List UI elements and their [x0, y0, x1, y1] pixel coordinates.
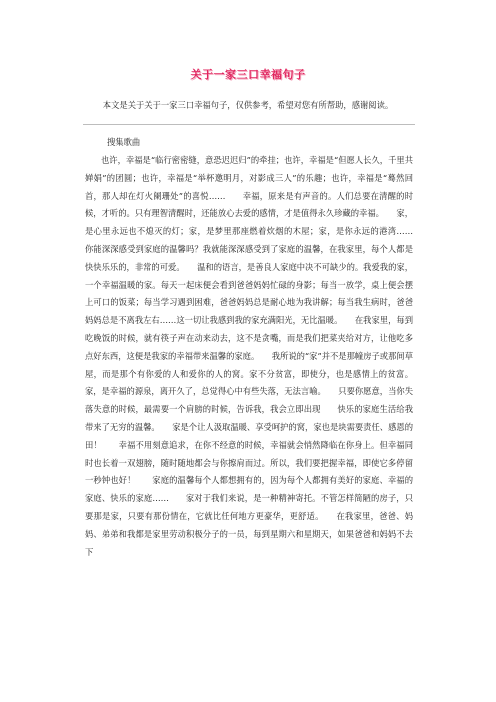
section-heading: 搜集歌曲 [107, 137, 141, 147]
document-title: 关于一家三口幸福句子 [190, 68, 306, 81]
document-intro: 本文是关于关于一家三口幸福句子，仅供参考，希望对您有所帮助，感谢阅读。 [102, 100, 394, 110]
divider [83, 124, 415, 125]
body-paragraph: 也许，幸福是“临行密密缝，意恐迟迟归”的牵挂；也许，幸福是“但愿人长久，千里共婵娟”的团圆；也许，幸福是“举杯邀明月，对影成三人”的乐趣；也许，幸福是“蓦然回首，那人却在灯火阑珊处”的喜悦…… 幸福，原来是有声音的。人们总要在清醒的时候，才听的。只有理智清醒时，还能放心去爱的感情，才是值得永久珍藏的幸福。 家，是心里永远也不熄灭的灯；家，是梦里那座燃着炊烟的木屋；家，是你永远的港湾…… 你能深深感受到家庭的温馨吗？我就能深深感受到了家庭的温馨，在我家里，每个人都是快快乐乐的，非常的可爱。 温和的语言，是善良人家庭中决不可缺少的。我爱我的家，一个幸福温暖的家。每天一起床便会看到爸爸妈妈忙碌的身影；每当一放学，桌上便会摆上可口的饭菜；每当学习遇到困难，爸爸妈妈总是耐心地为我讲解；每当我生病时，爸爸妈妈总是不离我左右……这一切让我感到我的家充满阳光，无比温暖。 在我家里，每到吃晚饭的时候，就有筷子声在动来动去，这不是贪嘴，而是我们把菜夹给对方，让他吃多点好东西，这便是我家的幸福带来温馨的家庭。 我所说的“家”并不是那幢房子或那间草屋，而是那个有你爱的人和爱你的人的窝。家不分贫富，即使分，也是感情上的贫富。家，是幸福的源泉，离开久了，总觉得心中有些失落，无法言喻。 只要你愿意，当你失落失意的时候，最需要一个肩膀的时候，告诉我，我会立即出现 快乐的家庭生活给我带来了无穷的温馨。 家是个让人汲取温暖、享受呵护的窝，家也是块需要责任、感恩的田！ 幸福不用刻意追求，在你不经意的时候，幸福就会悄然降临在你身上。但幸福同时也长着一双翅膀，随时随地都会与你擦肩而过。所以，我们要把握幸福，即使它多停留一秒钟也好！ 家庭的温馨每个人都想拥有的，因为每个人都拥有美好的家庭、幸福的家庭、快乐的家庭…… 家对于我们来说，是一种精神寄托。不管怎样简陋的房子，只要那是家，只要有那份情在，它就比任何地方更豪华，更舒适。 在我家里，爸爸、妈妈、弟弟和我都是家里劳动积极分子的一员，每到星期六和星期天，如果爸爸和妈妈不去下 [85, 155, 430, 557]
